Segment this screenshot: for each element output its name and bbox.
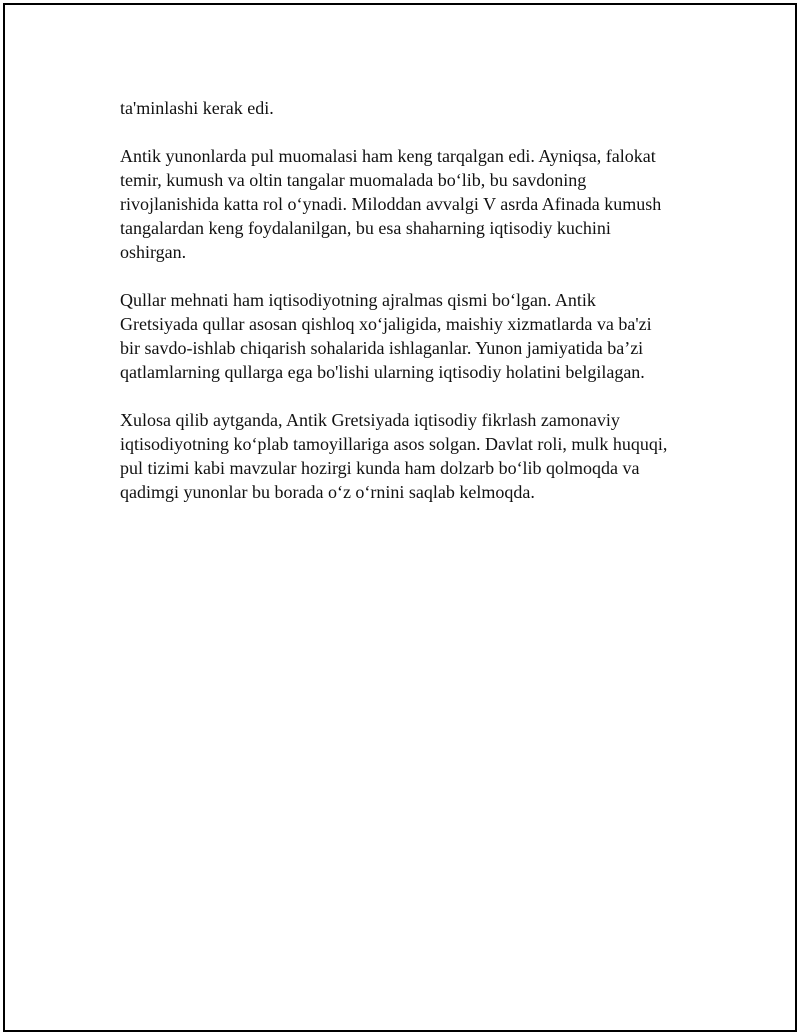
text-line: qadimgi yunonlar bu borada o‘z o‘rnini saqlab kelmoqda. [120,482,535,502]
text-line: tangalardan keng foydalanilgan, bu esa shaharning iqtisodiy kuchini [120,218,611,238]
text-line: rivojlanishida katta rol o‘ynadi. Miloddan avvalgi V asrda Afinada kumush [120,194,662,214]
paragraph-3 [120,288,720,384]
text-line: oshirgan. [120,242,187,262]
document-page [3,3,797,1032]
text-line: Xulosa qilib aytganda, Antik Gretsiyada iqtisodiy fikrlash zamonaviy [120,410,620,430]
text-line: iqtisodiyotning ko‘plab tamoyillariga asos solgan. Davlat roli, mulk huquqi, [120,434,668,454]
paragraph-2 [120,144,720,264]
text-line: temir, kumush va oltin tangalar muomalada bo‘lib, bu savdoning [120,170,587,190]
document-body [120,96,720,528]
text-line: Qullar mehnati ham iqtisodiyotning ajralmas qismi bo‘lgan. Antik [120,290,596,310]
paragraph-4 [120,408,720,504]
text-line: qatlamlarning qullarga ega bo'lishi ularning iqtisodiy holatini belgilagan. [120,362,645,382]
text-line: Gretsiyada qullar asosan qishloq xo‘jaligida, maishiy xizmatlarda va ba'zi [120,314,652,334]
text-line: bir savdo-ishlab chiqarish sohalarida ishlaganlar. Yunon jamiyatida ba’zi [120,338,644,358]
text-line: Antik yunonlarda pul muomalasi ham keng tarqalgan edi. Ayniqsa, falokat [120,146,656,166]
paragraph-1 [120,96,720,120]
text-line: ta'minlashi kerak edi. [120,98,274,118]
text-line: pul tizimi kabi mavzular hozirgi kunda ham dolzarb bo‘lib qolmoqda va [120,458,640,478]
